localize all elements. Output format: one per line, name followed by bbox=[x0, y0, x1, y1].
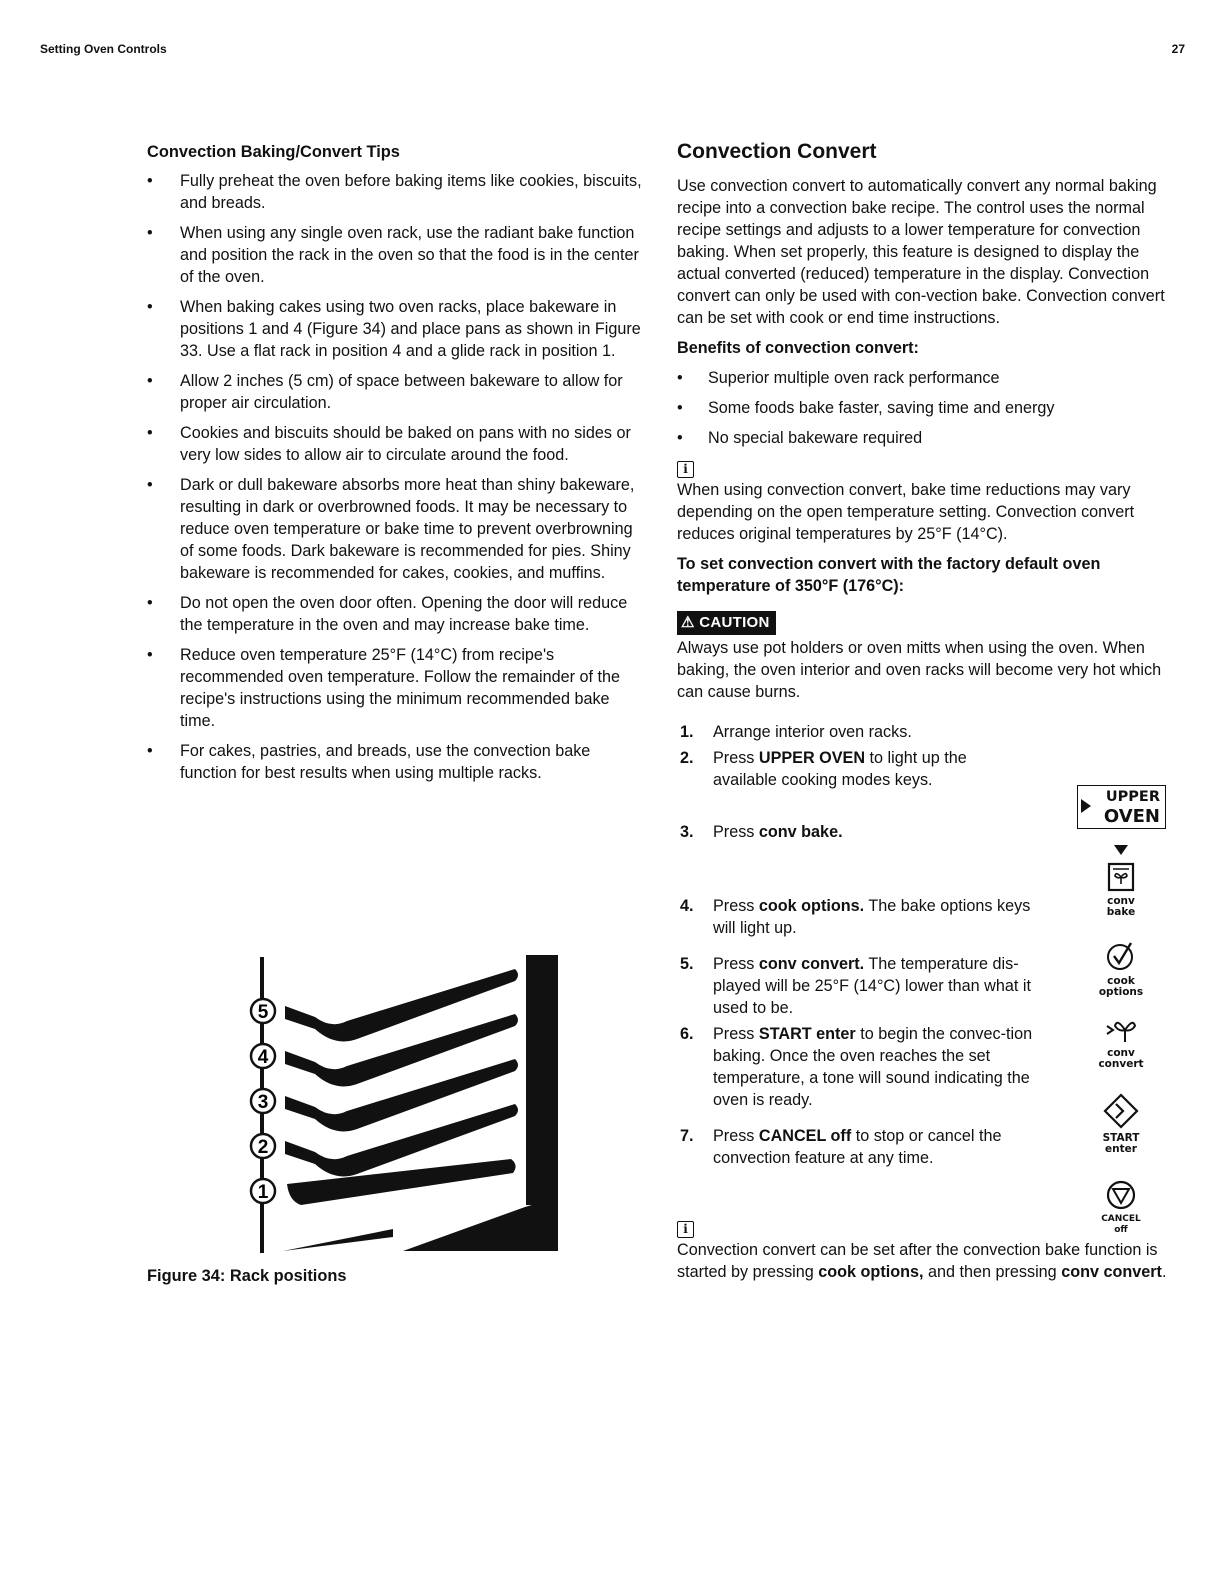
benefits-list bbox=[677, 367, 1177, 449]
tip-item: • When baking cakes using two oven racks, place bakeware in positions 1 and 4 (Figure 34) and place pans as shown in Figure 33. Use a flat rack in position 4 and a glide rack in position 1. bbox=[147, 296, 647, 362]
rack-marker-2 bbox=[251, 1134, 275, 1158]
fan-convert-icon bbox=[1104, 1016, 1138, 1044]
note2-paragraph: Convection convert can be set after the convection bake function is started by pressing cook options, and then pressing conv convert. bbox=[677, 1241, 1167, 1281]
diamond-arrow-icon bbox=[1103, 1093, 1139, 1129]
play-arrow-icon bbox=[1081, 799, 1091, 813]
down-arrow-icon bbox=[1114, 845, 1128, 855]
caution-text: Always use pot holders or oven mitts when using the oven. When baking, the oven interior and oven racks will become very hot which can cause burns. bbox=[677, 639, 1162, 701]
step-item: 7. Press CANCEL off to stop or cancel the convection feature at any time. bbox=[680, 1127, 1002, 1167]
tips-column bbox=[147, 141, 647, 792]
benefit-item: • Superior multiple oven rack performance bbox=[677, 367, 1177, 389]
caution-label: CAUTION bbox=[699, 614, 770, 631]
conv-bake-icon bbox=[1107, 862, 1135, 892]
checkmark-circle-icon bbox=[1106, 940, 1136, 972]
note-paragraph: When using convection convert, bake time reductions may vary depending on the open temperature setting. Convection convert reduces original temperatures by 25°F (14°C). bbox=[677, 481, 1135, 543]
tip-item: • Cookies and biscuits should be baked on pans with no sides or very low sides to allow air to circulate around the food. bbox=[147, 422, 647, 466]
svg-text:1: 1 bbox=[257, 1182, 269, 1203]
tip-item: • Allow 2 inches (5 cm) of space between bakeware to allow for proper air circulation. bbox=[147, 370, 647, 414]
page-number: 27 bbox=[1171, 42, 1185, 56]
intro-paragraph: Use convection convert to automatically convert any normal baking recipe into a convection bake recipe. The control uses the normal recipe settings and adjusts to a lower temperature for convection baking. When set properly, this feature is designed to display the actual converted (reduced) temperature in the display. Convection convert can only be used with con-vection bake. Convection convert can be set with cook or end time instructions. bbox=[677, 177, 1165, 327]
step-item: 4. Press cook options. The bake options keys will light up. bbox=[680, 897, 1031, 937]
cancel-icon bbox=[1106, 1180, 1136, 1210]
step-item: 3. Press conv bake. bbox=[680, 823, 843, 841]
figure-caption: Figure 34: Rack positions bbox=[147, 1267, 347, 1285]
start-enter-key: START enter bbox=[1094, 1093, 1148, 1155]
rack-marker-1 bbox=[251, 1179, 275, 1203]
warning-icon: ⚠ bbox=[681, 614, 695, 631]
benefit-item: • No special bakeware required bbox=[677, 427, 1177, 449]
tip-item: • When using any single oven rack, use the radiant bake function and position the rack in the oven so that the food is in the center of the oven. bbox=[147, 222, 647, 288]
info-icon: i bbox=[677, 461, 694, 478]
benefit-item: • Some foods bake faster, saving time and energy bbox=[677, 397, 1177, 419]
tip-item: • Fully preheat the oven before baking items like cookies, biscuits, and breads. bbox=[147, 170, 647, 214]
tip-item: • Dark or dull bakeware absorbs more heat than shiny bakeware, resulting in dark or overbrowned foods. It may be necessary to reduce oven temperature or bake time to prevent overbrowning of some foods. Dark bakeware is recommended for pies. Shiny bakeware is recommended for cakes, cookies, and muffins. bbox=[147, 474, 647, 584]
svg-text:2: 2 bbox=[257, 1137, 269, 1158]
rack-marker-4 bbox=[251, 1044, 275, 1068]
rack-marker-3 bbox=[251, 1089, 275, 1113]
tip-item: • Do not open the oven door often. Opening the door will reduce the temperature in the oven and may increase bake time. bbox=[147, 592, 647, 636]
oven-back-wall bbox=[526, 955, 558, 1205]
step-item: 1. Arrange interior oven racks. bbox=[680, 723, 912, 741]
oven-floor bbox=[283, 1203, 558, 1251]
tip-item: • For cakes, pastries, and breads, use the convection bake function for best results when using multiple racks. bbox=[147, 740, 647, 784]
cook-options-key: cook options bbox=[1094, 940, 1148, 998]
step-item: 6. Press START enter to begin the convec-tion baking. Once the oven reaches the set temperature, a tone will sound indicating the oven is ready. bbox=[680, 1025, 1033, 1109]
rack-marker-5 bbox=[251, 999, 275, 1023]
svg-text:5: 5 bbox=[257, 1002, 269, 1023]
conv-convert-key: conv convert bbox=[1094, 1016, 1148, 1070]
running-header-section: Setting Oven Controls bbox=[40, 42, 167, 56]
step-item: 2. Press UPPER OVEN to light up the available cooking modes keys. bbox=[680, 749, 967, 789]
svg-text:3: 3 bbox=[257, 1092, 269, 1113]
conv-bake-key: conv bake bbox=[1098, 862, 1144, 918]
upper-oven-key: UPPER OVEN bbox=[1077, 785, 1166, 829]
tips-heading: Convection Baking/Convert Tips bbox=[147, 143, 400, 161]
info-icon: i bbox=[677, 1221, 694, 1238]
set-procedure-heading: To set convection convert with the factory default oven temperature of 350°F (176°C): bbox=[677, 555, 1101, 595]
svg-text:4: 4 bbox=[257, 1047, 269, 1068]
section-title: Convection Convert bbox=[677, 140, 877, 163]
tips-list bbox=[147, 170, 647, 784]
tip-item: • Reduce oven temperature 25°F (14°C) from recipe's recommended oven temperature. Follow the remainder of the recipe's instructions using the minimum recommended bake time. bbox=[147, 644, 647, 732]
benefits-heading: Benefits of convection convert: bbox=[677, 339, 919, 357]
caution-badge bbox=[677, 611, 776, 635]
cancel-off-key: CANCEL off bbox=[1094, 1180, 1148, 1236]
rack-positions-figure bbox=[243, 951, 563, 1263]
step-item: 5. Press conv convert. The temperature dis-played will be 25°F (14°C) lower than what it used to be. bbox=[680, 955, 1031, 1017]
